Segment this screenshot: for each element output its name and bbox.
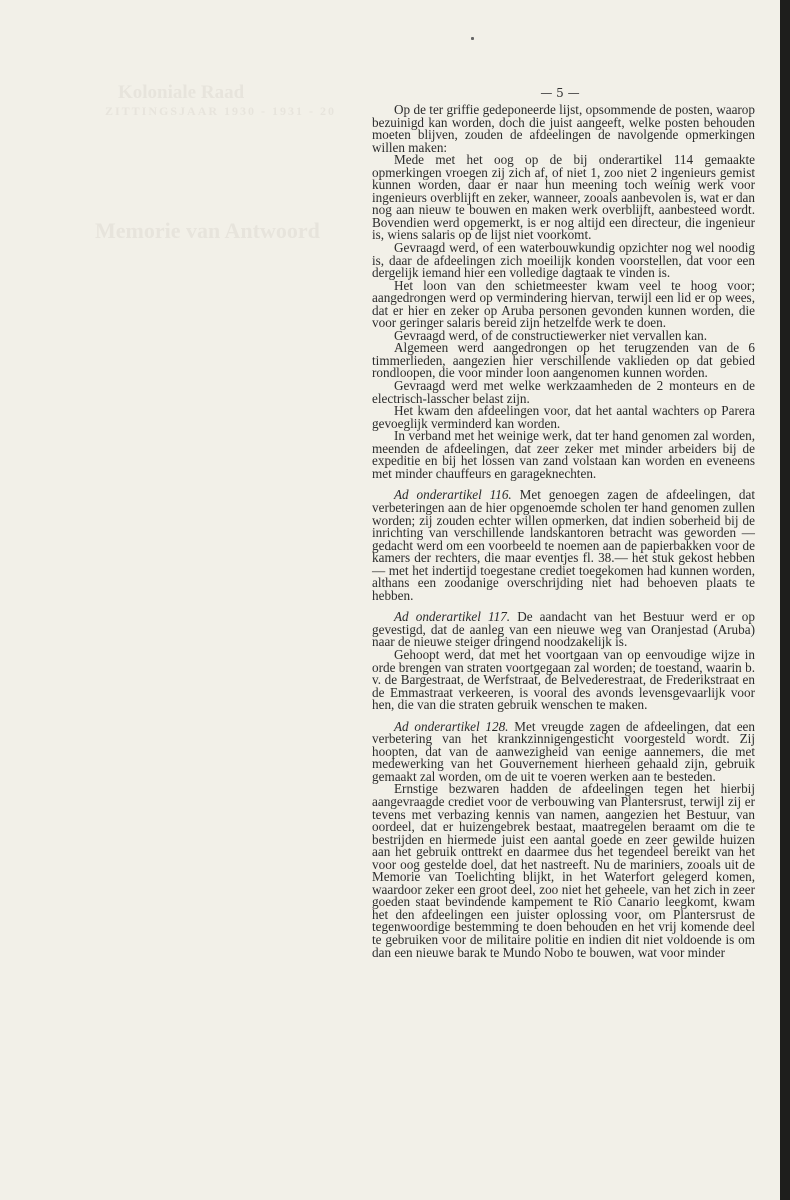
paragraph-text: Het kwam den afdeelingen voor, dat het aantal wachters op Parera gevoeglijk verminderd kan worden. xyxy=(372,403,755,431)
paragraph xyxy=(372,646,755,713)
page-speck xyxy=(471,37,474,40)
paragraph xyxy=(372,611,755,649)
bleed-through-heading: Memorie van Antwoord xyxy=(95,218,320,243)
bleed-through-subtitle: ZITTINGSJAAR 1930 - 1931 - 20 xyxy=(105,104,337,118)
text-column xyxy=(372,104,755,959)
paragraph-text: Met genoegen zagen de afdeelingen, dat verbeteringen aan de hier opgenoemde scholen ter hand genomen zullen worden; zij zouden echter willen opmerken, dat indien soberheid bij de inrichting van verschillende landskantoren betracht was geworden — gedacht werd om een voorbeeld te noemen aan de papierbakken voor de kamers der rechters, die maar eventjes fl. 38.— het stuk gekost hebben — met het indertijd toegestane crediet toegekomen had kunnen worden, althans een zoodanige overschrijding niet had behoeven plaats te hebben. xyxy=(372,487,755,603)
paragraph xyxy=(372,154,755,242)
article-reference: Ad onderartikel 116. xyxy=(394,487,512,503)
paragraph-text: Op de ter griffie gedeponeerde lijst, opsommende de posten, waarop bezuinigd kan worden, doch die juist aangeeft, welke posten behouden moeten blijven, zouden de afdeelingen de navolgende opmerkingen willen maken: xyxy=(372,102,755,155)
paragraph xyxy=(372,405,755,430)
article-reference: Ad onderartikel 117. xyxy=(394,609,511,625)
paragraph xyxy=(372,380,755,405)
paragraph xyxy=(372,242,755,280)
paragraph xyxy=(372,489,755,602)
paragraph-text: In verband met het weinige werk, dat ter hand genomen zal worden, meenden de afdeelingen, dat zeer zeker met minder arbeiders bij de expeditie en bij het lossen van zand volstaan kan worden en eveneens met minder chauffeurs en garageknechten. xyxy=(372,428,755,481)
paragraph-text: Met vreugde zagen de afdeelingen, dat een verbetering van het krankzinnigengesticht voorgesteld wordt. Zij hoopten, dat van de aanwezigheid van eenige aannemers, die met medewerking van het Gouvernement hierheen gehaald zijn, gebruik gemaakt zal worden, om de uit te voeren werken aan te besteden. xyxy=(372,718,756,784)
paragraph xyxy=(372,277,755,331)
paragraph-text: Ernstige bezwaren hadden de afdeelingen tegen het hierbij aangevraagde crediet voor de verbouwing van Plantersrust, terwijl zij er tevens met verbazing kennis van namen, aangezien het Bestuur, van oordeel, dat er huizengebrek bestaat, maatregelen beraamt om die te bestrijden en hiermede juist een aantal goede en zeer gewilde huizen aan het gebruik onttrekt en daarmee dus het tegendeel bereikt van het voor oog gestelde doel, dat het nastreeft. Nu de mariniers, zooals uit de Memorie van Toelichting blijkt, in het Waterfort gelegerd komen, waardoor zeker een groot deel, zoo niet het geheele, van het zich in zeer goeden staat bevindende kampement te Rio Canario leegkomt, kwam het den afdeelingen een juister oplossing voor, om Plantersrust de tegenwoordige bestemming te doen behouden en het vrij komende deel te gebruiken voor de militaire politie en indien dit niet voldoende is om dan een nieuwe barak te Mundo Nobo te bouwen, wat voor minder xyxy=(372,781,755,960)
paragraph xyxy=(372,718,756,784)
paragraph-text: Algemeen werd aangedrongen op het terugzenden van de 6 timmerlieden, aangezien hier verschillende vaklieden op dat gebied rondloopen, die voor minder loon aangenomen kunnen worden. xyxy=(372,340,755,381)
paragraph-text: Gehoopt werd, dat met het voortgaan van op eenvoudige wijze in orde brengen van straten voortgegaan zal worden; de toestand, waarin b. v. de Bargestraat, de Werfstraat, de Belvederestraat, de Frederikstraat en de Emmastraat verkeeren, is vooral des avonds levensgevaarlijk voor hen, die van die straten gebruik wenschen te maken. xyxy=(372,646,755,713)
paragraph-text: De aandacht van het Bestuur werd er op gevestigd, dat de aanleg van een nieuwe weg van Oranjestad (Aruba) naar de nieuwe steiger dringend noodzakelijk is. xyxy=(372,609,755,650)
paragraph-text: Het loon van den schietmeester kwam veel te hoog voor; aangedrongen werd op vermindering hiervan, terwijl een lid er op wees, dat er hier en zeker op Aruba personen gevonden kunnen worden, die voor geringer salaris bereid zijn hetzelfde werk te doen. xyxy=(372,277,755,331)
article-reference: Ad onderartikel 128. xyxy=(394,718,509,734)
paragraph-text: Gevraagd werd, of een waterbouwkundig opzichter nog wel noodig is, daar de afdeelingen zich moeilijk konden voorstellen, dat voor een dergelijk iemand hier een volledige dagtaak te vinden is. xyxy=(372,240,755,281)
page-edge-border xyxy=(780,0,790,1200)
paragraph-text: Gevraagd werd, of de constructiewerker niet vervallen kan. xyxy=(394,327,708,343)
paragraph-text: Mede met het oog op de bij onderartikel 114 gemaakte opmerkingen vroegen zij zich af, of niet 1, zoo niet 2 ingenieurs gemist kunnen worden, daar er naar hun meening toch weinig werk voor ingenieurs overblijft en zeker, wanneer, zooals aanbevolen is, wat er dan nog aan nieuw te bouwen en maken werk overblijft, aanbesteed wordt. Bovendien werd opgemerkt, is er nog altijd een directeur, die ingenieur is, wiens salaris op de lijst niet voorkomt. xyxy=(372,152,755,243)
bleed-through-title: Koloniale Raad xyxy=(118,82,245,103)
paragraph xyxy=(372,430,755,480)
paragraph xyxy=(372,342,755,380)
paragraph xyxy=(372,104,755,154)
page-number: — 5 — xyxy=(540,86,580,100)
paragraph xyxy=(372,783,755,959)
paragraph-text: Gevraagd werd met welke werkzaamheden de 2 monteurs en de electrisch-lasscher belast zijn. xyxy=(372,378,755,406)
